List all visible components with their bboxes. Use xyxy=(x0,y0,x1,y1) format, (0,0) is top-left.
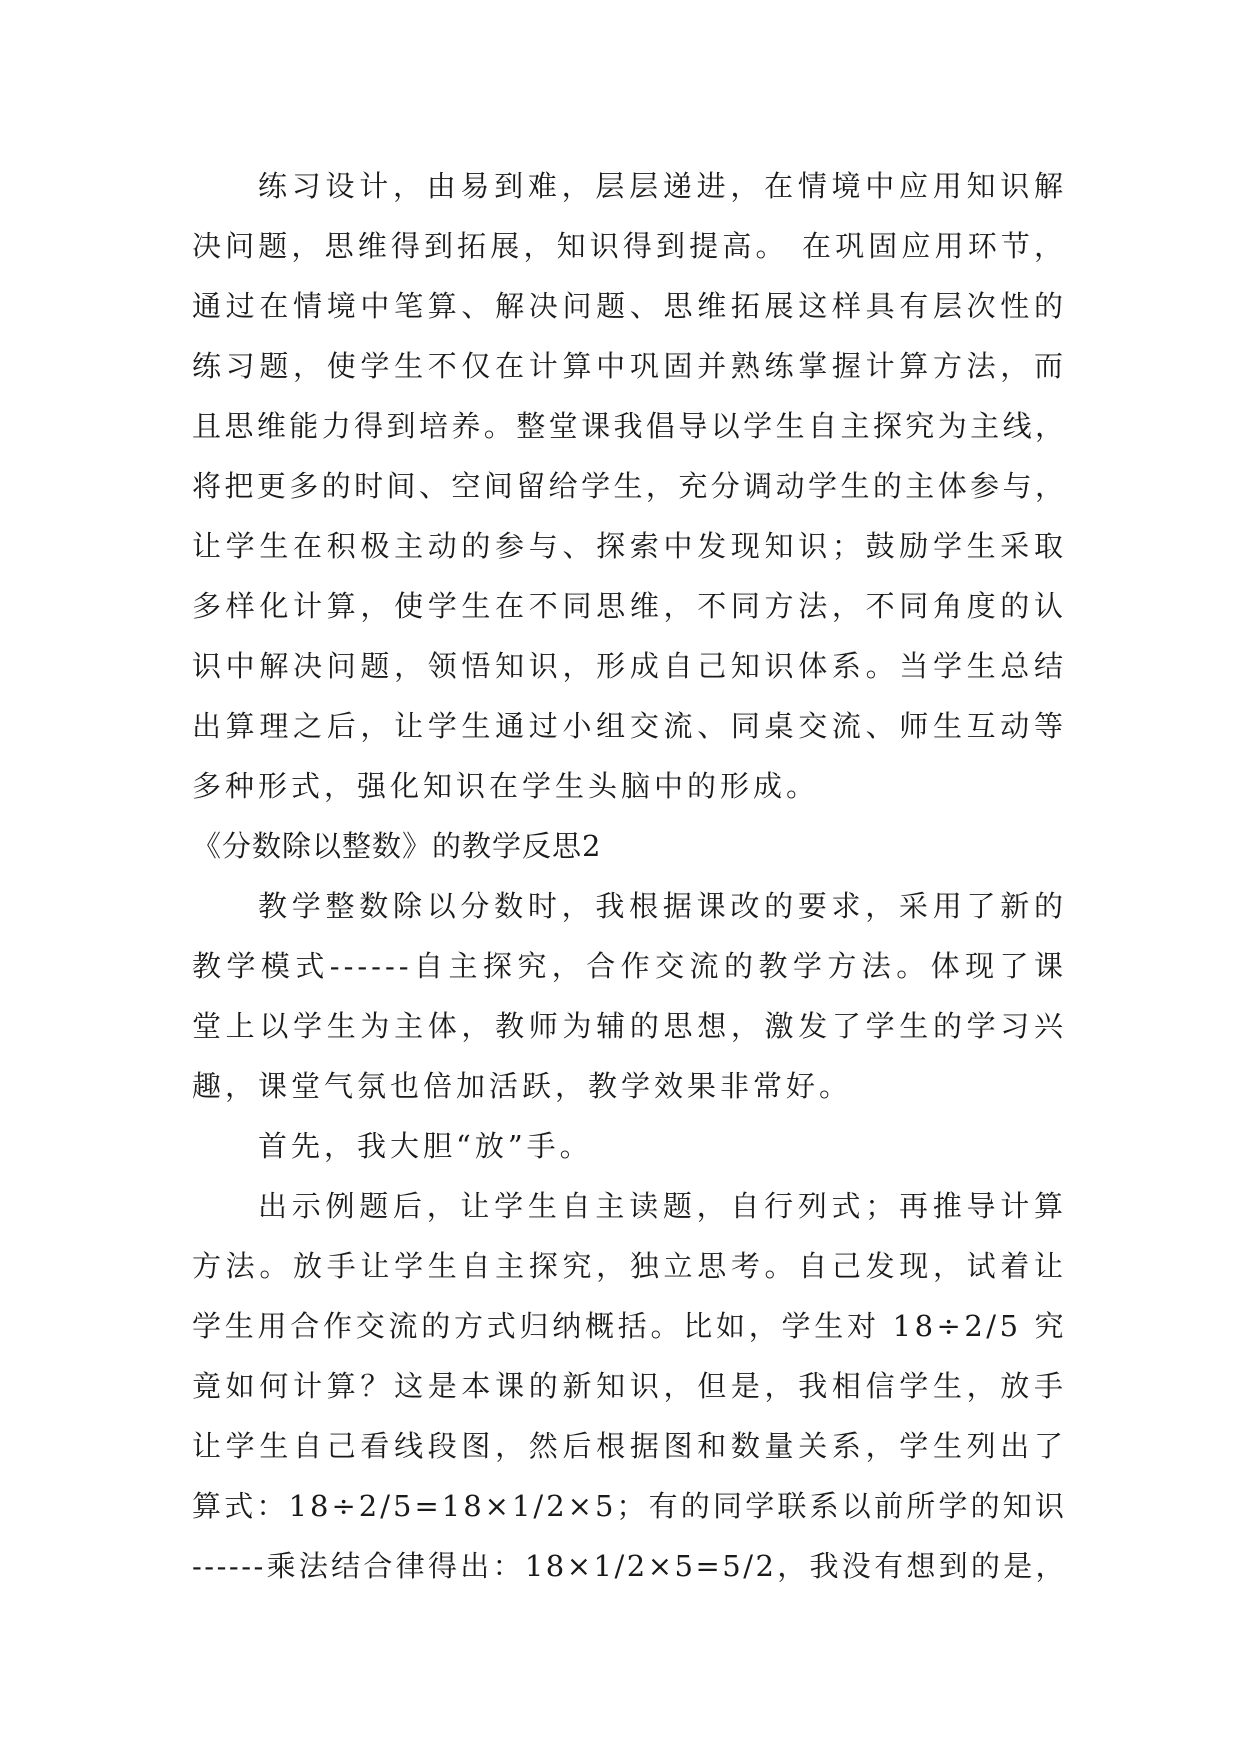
paragraph-line: 出示例题后，让学生自主读题，自行列式；再推导计算 xyxy=(258,1189,1067,1223)
paragraph-line: 且思维能力得到培养。整堂课我倡导以学生自主探究为主线， xyxy=(192,409,1067,443)
paragraph-line: 学生用合作交流的方式归纳概括。比如，学生对 18÷2/5 究 xyxy=(192,1309,1067,1343)
paragraph-line: 堂上以学生为主体，教师为辅的思想，激发了学生的学习兴 xyxy=(192,1009,1067,1043)
paragraph-line: 首先，我大胆“放”手。 xyxy=(258,1129,593,1163)
paragraph-line: 多种形式，强化知识在学生头脑中的形成。 xyxy=(192,769,820,803)
paragraph-line: 让学生自己看线段图，然后根据图和数量关系，学生列出了 xyxy=(192,1429,1067,1463)
paragraph-line: 竟如何计算？这是本课的新知识，但是，我相信学生，放手 xyxy=(192,1369,1067,1403)
paragraph-line: 方法。放手让学生自主探究，独立思考。自己发现，试着让 xyxy=(192,1249,1067,1283)
paragraph-line: 出算理之后，让学生通过小组交流、同桌交流、师生互动等 xyxy=(192,709,1067,743)
paragraph-line: 趣，课堂气氛也倍加活跃，教学效果非常好。 xyxy=(192,1069,853,1103)
paragraph-line: 练习设计，由易到难，层层递进，在情境中应用知识解 xyxy=(258,169,1067,203)
paragraph-line: 通过在情境中笔算、解决问题、思维拓展这样具有层次性的 xyxy=(192,289,1067,323)
paragraph-line: 多样化计算，使学生在不同思维，不同方法，不同角度的认 xyxy=(192,589,1067,623)
paragraph-line: 让学生在积极主动的参与、探索中发现知识；鼓励学生采取 xyxy=(192,529,1067,563)
document-body xyxy=(192,156,1067,1596)
paragraph-line: 算式：18÷2/5=18×1/2×5；有的同学联系以前所学的知识 xyxy=(192,1489,1067,1523)
paragraph-line: 教学模式------自主探究，合作交流的教学方法。体现了课 xyxy=(192,949,1067,983)
paragraph-line: 识中解决问题，领悟知识，形成自己知识体系。当学生总结 xyxy=(192,649,1067,683)
paragraph-line: 将把更多的时间、空间留给学生，充分调动学生的主体参与， xyxy=(192,469,1067,503)
paragraph-line: ------乘法结合律得出：18×1/2×5=5/2，我没有想到的是， xyxy=(192,1549,1067,1583)
paragraph-line: 决问题，思维得到拓展，知识得到提高。 在巩固应用环节， xyxy=(192,229,1067,263)
section-heading: 《分数除以整数》的教学反思2 xyxy=(192,829,602,863)
paragraph-line: 练习题，使学生不仅在计算中巩固并熟练掌握计算方法，而 xyxy=(192,349,1067,383)
paragraph-line: 教学整数除以分数时，我根据课改的要求，采用了新的 xyxy=(258,889,1067,923)
